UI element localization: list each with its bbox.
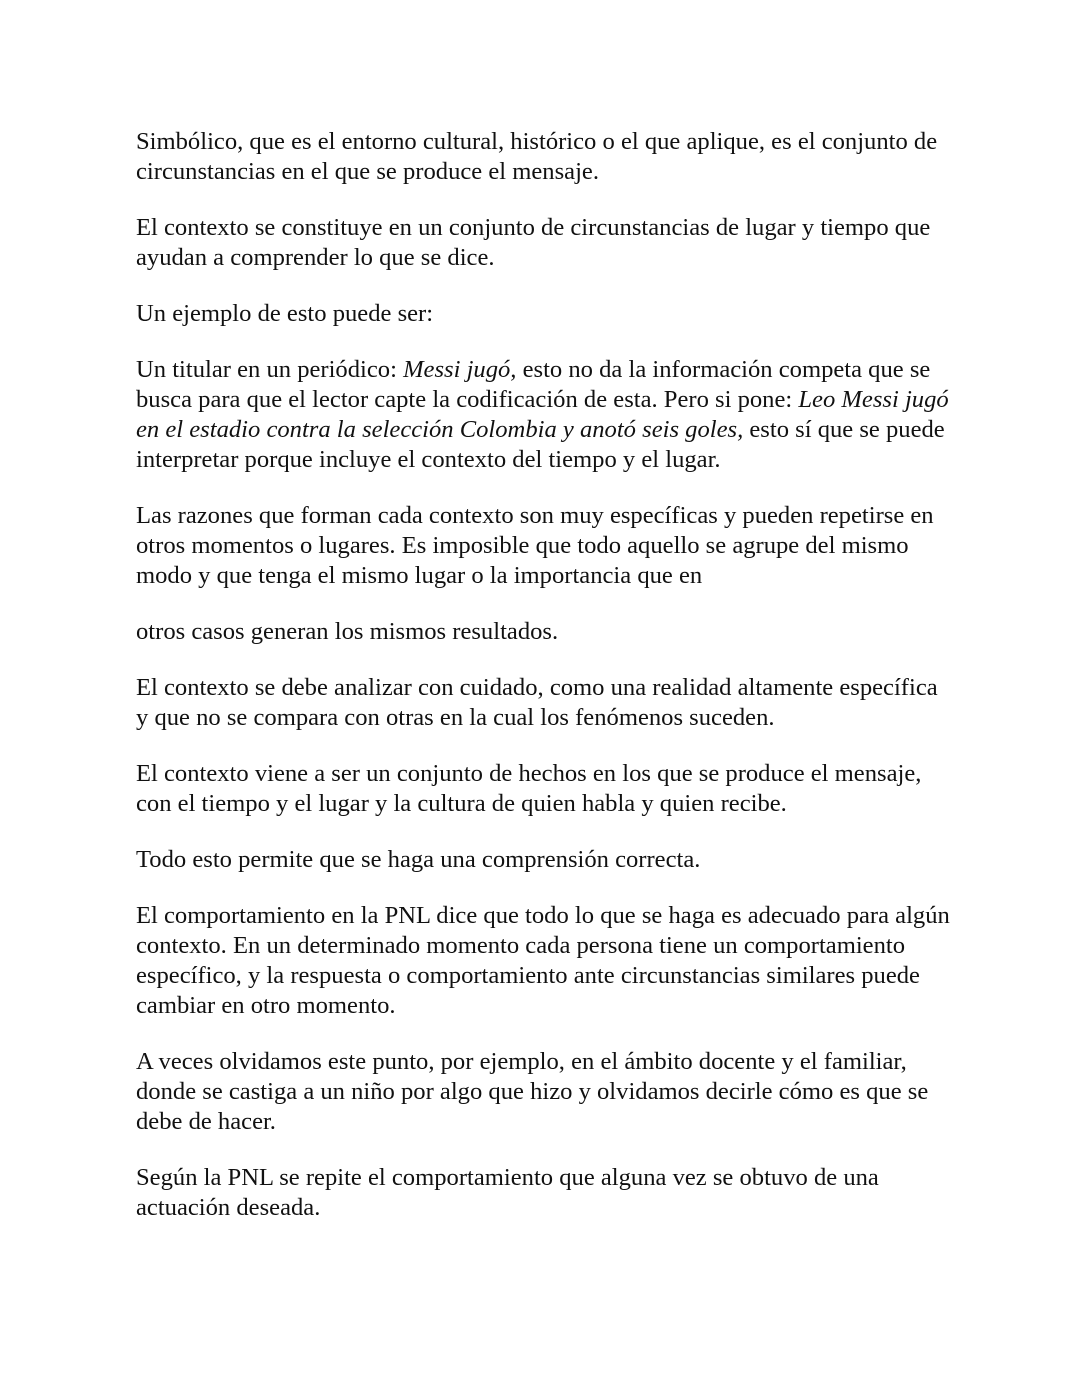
paragraph-comprension: Todo esto permite que se haga una comprensión correcta. <box>136 846 701 873</box>
paragraph-analizar: El contexto se debe analizar con cuidado, como una realidad altamente específica y que no se compara con otras en la cual los fenómenos suceden. <box>136 674 938 731</box>
paragraph-titular-ejemplo <box>136 355 951 475</box>
paragraph-ejemplo-intro: Un ejemplo de esto puede ser: <box>136 300 434 327</box>
paragraph-segun-pnl: Según la PNL se repite el comportamiento que alguna vez se obtuvo de una actuación deseada. <box>136 1164 879 1221</box>
paragraph-conjunto-hechos: El contexto viene a ser un conjunto de hechos en los que se produce el mensaje, con el tiempo y el lugar y la cultura de quien habla y quien recibe. <box>136 760 922 817</box>
paragraph-otros-casos: otros casos generan los mismos resultados. <box>136 618 559 645</box>
document-body <box>136 127 951 1249</box>
paragraph-contexto-definicion: El contexto se constituye en un conjunto de circunstancias de lugar y tiempo que ayudan a comprender lo que se dice. <box>136 214 931 271</box>
paragraph-olvidamos: A veces olvidamos este punto, por ejemplo, en el ámbito docente y el familiar, donde se castiga a un niño por algo que hizo y olvidamos decirle cómo es que se debe de hacer. <box>136 1048 929 1135</box>
titular-italic-2: Leo Messi jugó en el estadio contra la selección Colombia y anotó seis goles, <box>136 386 949 443</box>
paragraph-comportamiento-pnl: El comportamiento en la PNL dice que todo lo que se haga es adecuado para algún contexto. En un determinado momento cada persona tiene un comportamiento específico, y la respuesta o comportamiento ante circunstancias similares puede cambiar en otro momento. <box>136 902 950 1019</box>
paragraph-razones: Las razones que forman cada contexto son muy específicas y pueden repetirse en otros momentos o lugares. Es imposible que todo aquello se agrupe del mismo modo y que tenga el mismo lugar o la importancia que en <box>136 502 934 589</box>
titular-italic-1: Messi jugó, <box>403 356 517 383</box>
titular-text-2: esto no da la información competa que se busca para que el lector capte la codificación de esta. Pero si pone: <box>136 356 931 413</box>
titular-text-1: Un titular en un periódico: <box>136 356 404 383</box>
paragraph-simbolico: Simbólico, que es el entorno cultural, histórico o el que aplique, es el conjunto de circunstancias en el que se produce el mensaje. <box>136 128 938 185</box>
titular-text-3: esto sí que se puede interpretar porque incluye el contexto del tiempo y el lugar. <box>136 416 945 473</box>
